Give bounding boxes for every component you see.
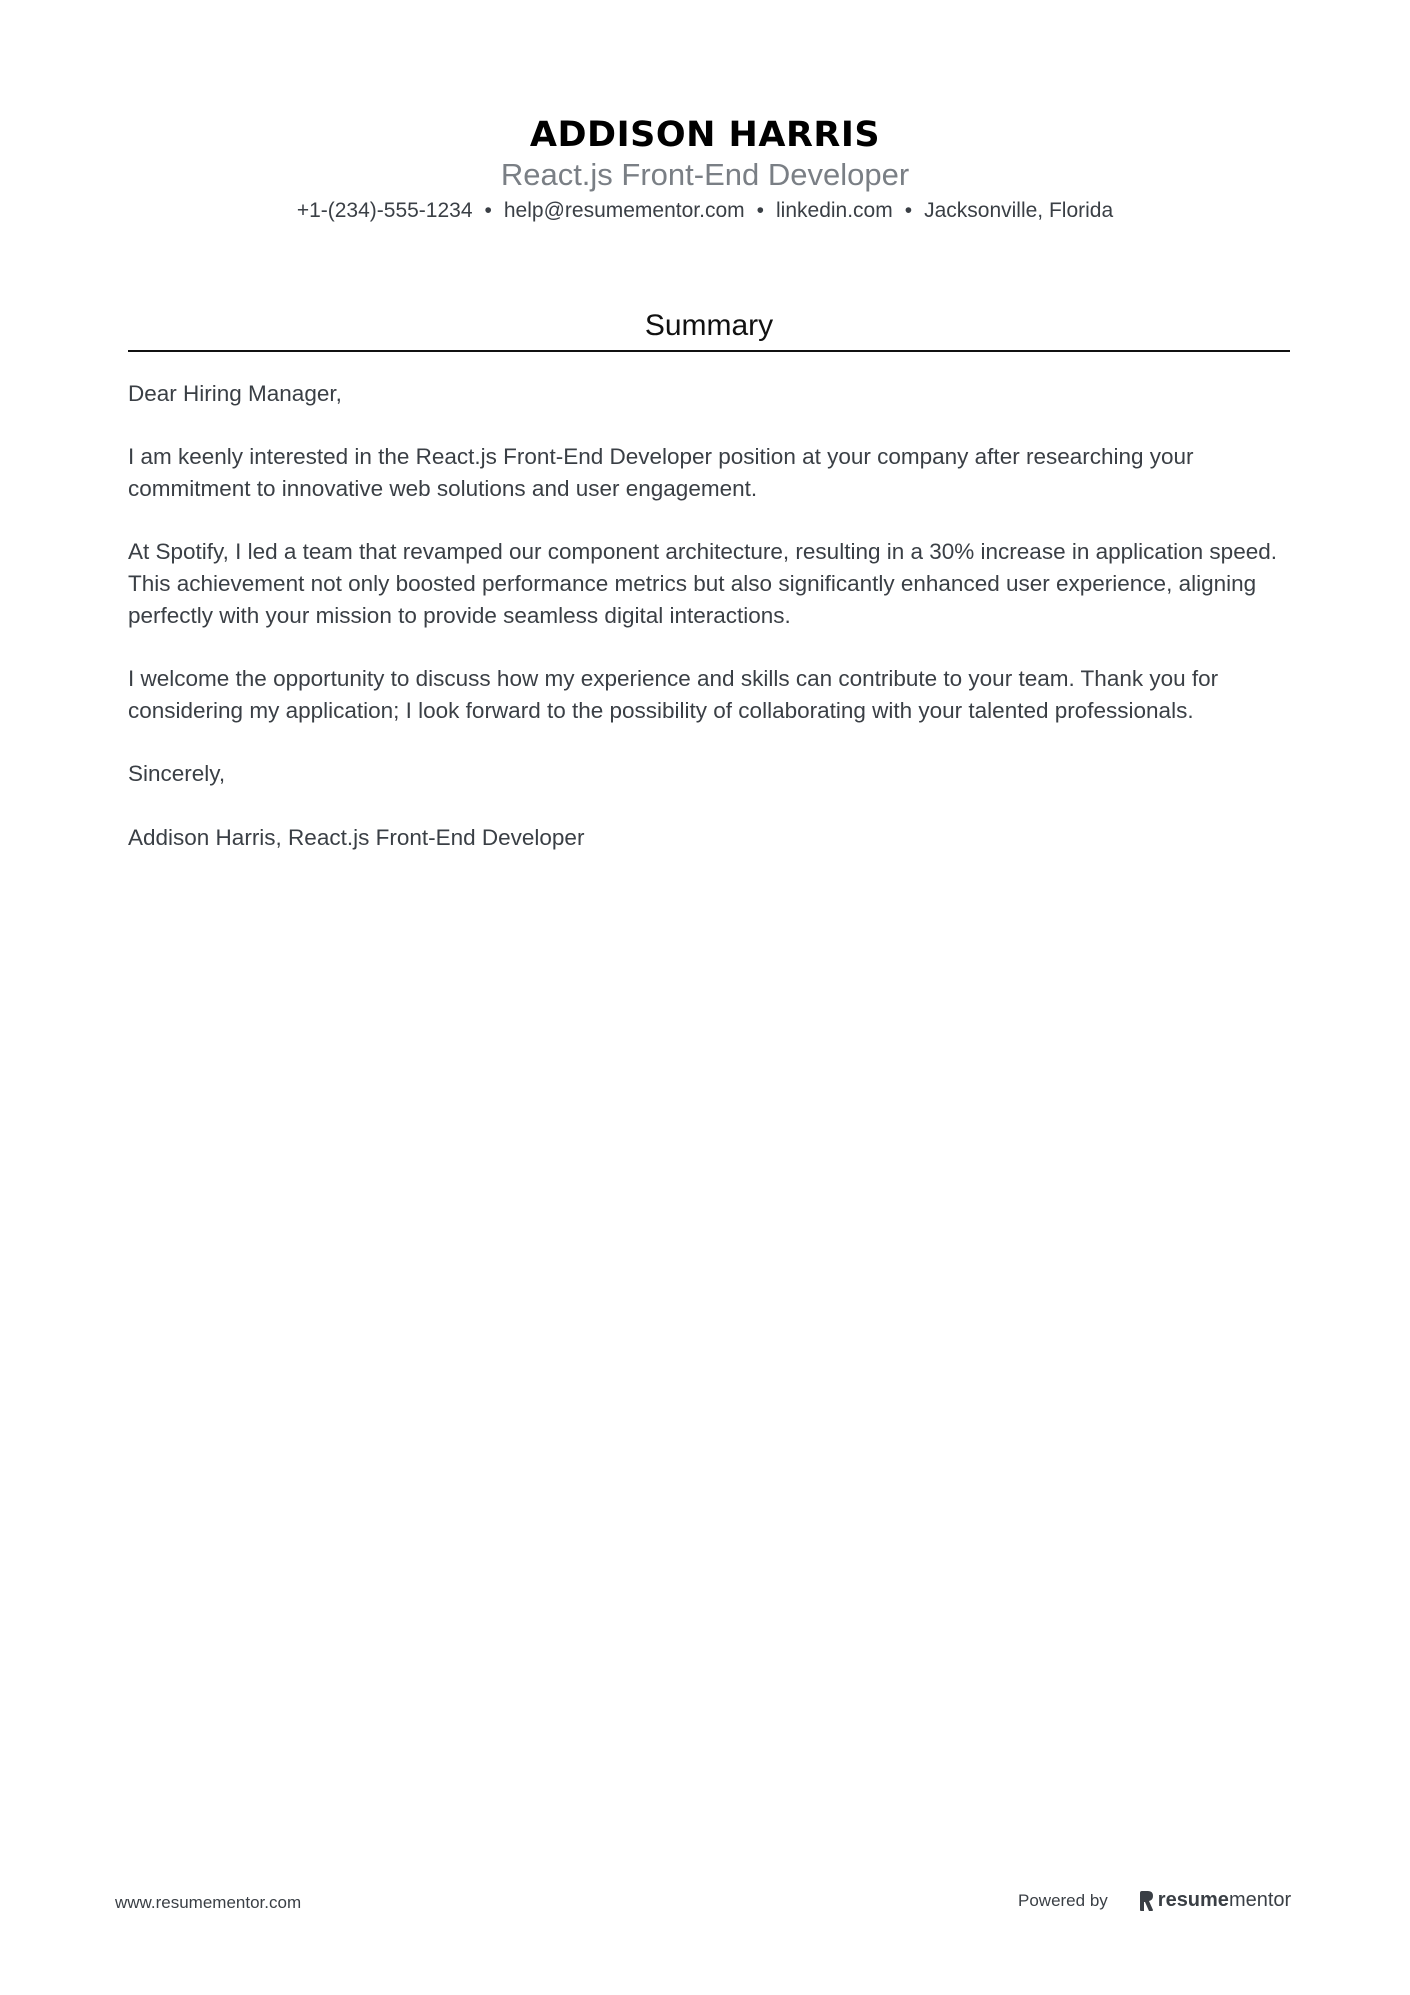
candidate-name: ADDISON HARRIS bbox=[529, 115, 881, 155]
footer-branding bbox=[1018, 1889, 1291, 1912]
resumementor-logo-icon bbox=[1138, 1890, 1154, 1912]
footer-website: www.resumementor.com bbox=[115, 1893, 302, 1912]
contact-separator: • bbox=[904, 199, 913, 222]
powered-by-label: Powered by bbox=[1018, 1890, 1108, 1910]
contact-email: help@resumementor.com bbox=[503, 199, 745, 222]
contact-separator: • bbox=[484, 199, 492, 222]
letter-paragraph-2: At Spotify, I led a team that revamped our component architecture, resulting in a 30% increase in application speed. This achievement not only boosted performance metrics but also significantly enhanced user experience, aligning perfectly with your mission to provide seamless digital interactions. bbox=[128, 539, 1277, 628]
header bbox=[0, 112, 1410, 226]
contact-line bbox=[0, 196, 1410, 226]
contact-separator: • bbox=[756, 199, 764, 222]
brand-logo bbox=[1138, 1889, 1291, 1912]
contact-location: Jacksonville, Florida bbox=[924, 199, 1114, 222]
letter-signature: Addison Harris, React.js Front-End Developer bbox=[128, 824, 585, 850]
contact-linkedin: linkedin.com bbox=[776, 199, 893, 222]
letter-salutation: Dear Hiring Manager, bbox=[128, 381, 342, 406]
section-divider bbox=[128, 350, 1290, 352]
brand-name-mentor: mentor bbox=[1228, 1889, 1292, 1911]
letter-paragraph-3: I welcome the opportunity to discuss how my experience and skills can contribute to your team. Thank you for considering my application; I look forward to the possibility of collaborating with your talented professionals. bbox=[128, 666, 1219, 723]
letter-closing: Sincerely, bbox=[128, 761, 226, 787]
letter-paragraph-1: I am keenly interested in the React.js Front-End Developer position at your company after researching your commitment to innovative web solutions and user engagement. bbox=[128, 444, 1194, 502]
job-title: React.js Front-End Developer bbox=[500, 157, 910, 192]
contact-phone: +1-(234)-555-1234 bbox=[296, 199, 473, 222]
letter-body bbox=[128, 378, 1290, 885]
brand-name-resume: resume bbox=[1157, 1889, 1229, 1911]
section-heading-summary: Summary bbox=[644, 309, 774, 342]
